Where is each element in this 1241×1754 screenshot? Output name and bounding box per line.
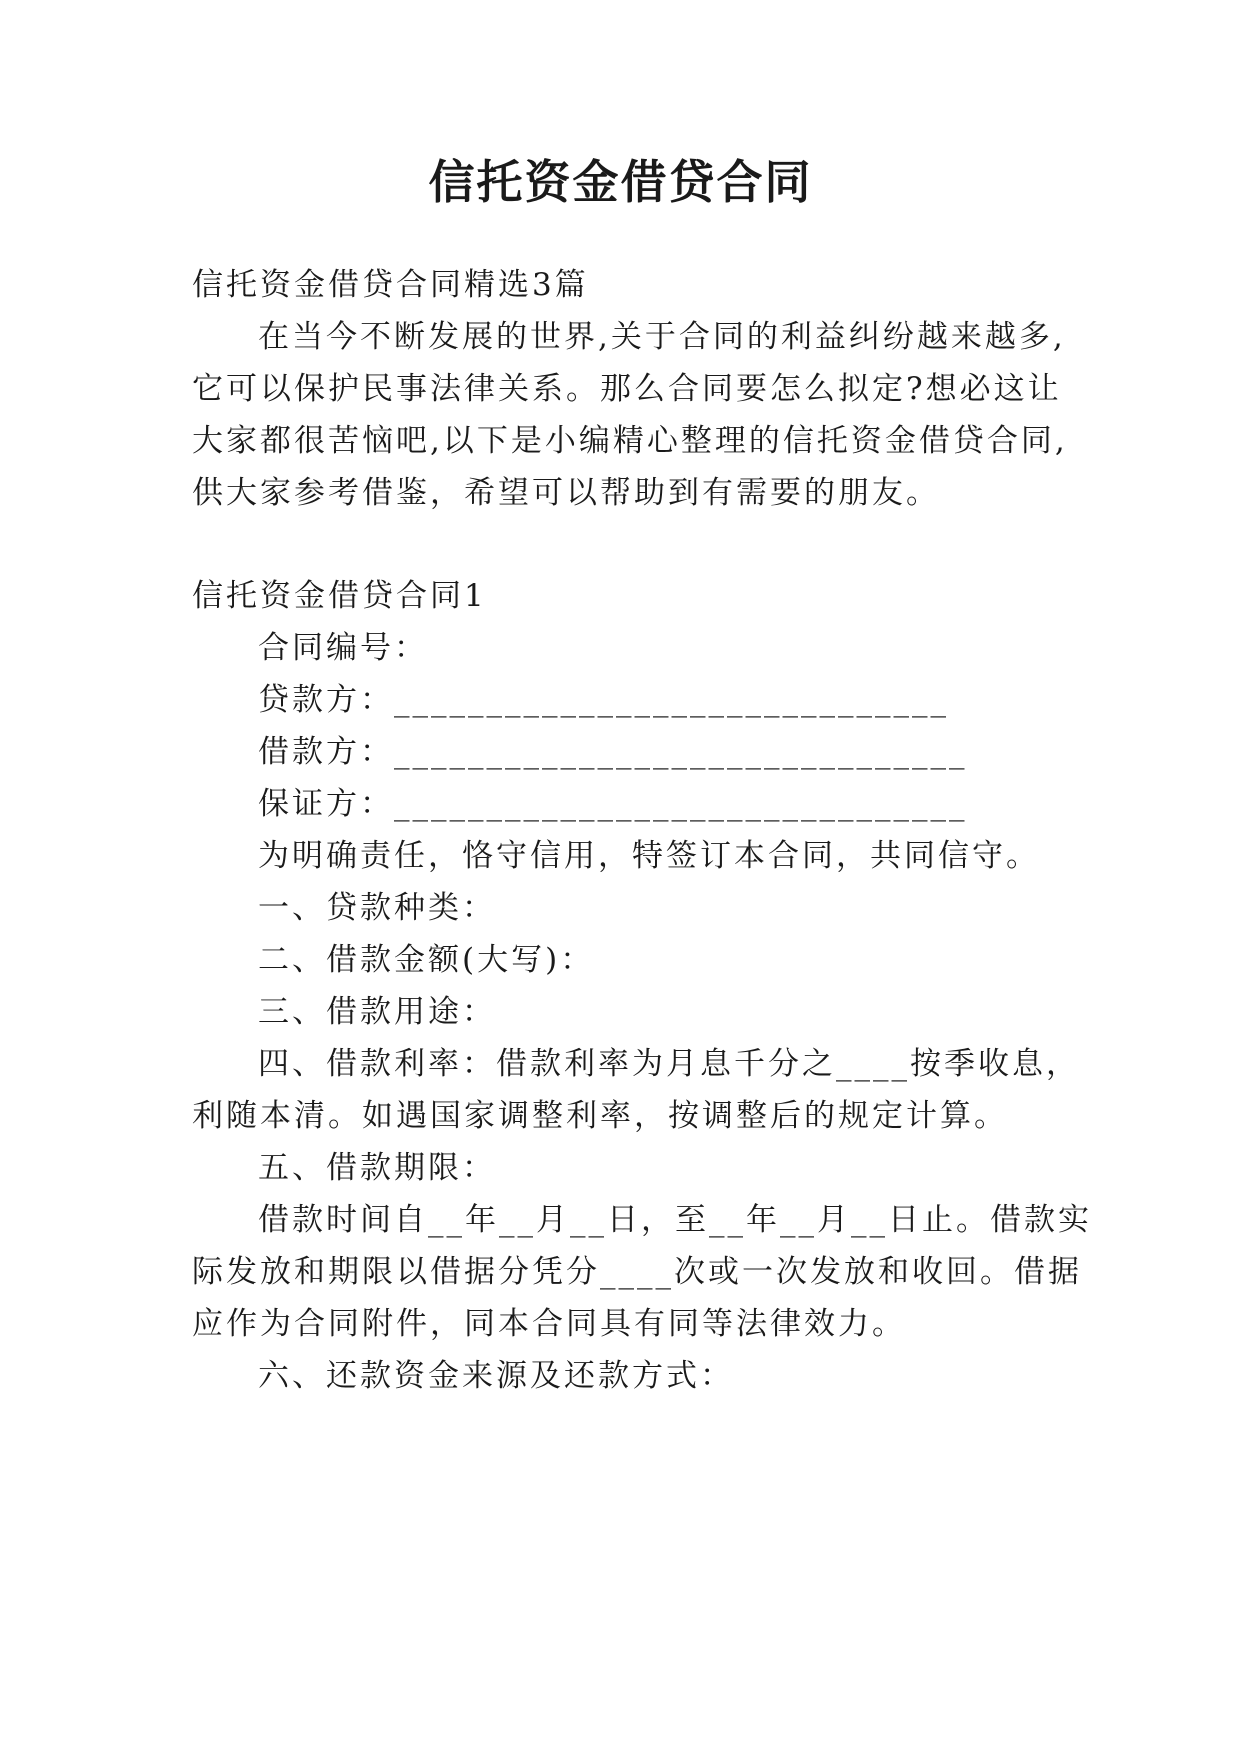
intro-line-2: 它可以保护民事法律关系。那么合同要怎么拟定?想必这让 (192, 371, 1062, 407)
clause-repayment: 六、还款资金来源及还款方式： (258, 1358, 734, 1394)
clause-loan-purpose: 三、借款用途： (258, 994, 496, 1030)
clause-loan-term: 五、借款期限： (258, 1150, 496, 1186)
document-title: 信托资金借贷合同 (428, 155, 813, 209)
contract-number-label: 合同编号： (258, 630, 428, 666)
clause-loan-amount: 二、借款金额(大写)： (258, 942, 595, 978)
clause-interest-line-1: 四、借款利率：借款利率为月息千分之____按季收息， (258, 1046, 1080, 1082)
intro-line-4: 供大家参考借鉴，希望可以帮助到有需要的朋友。 (192, 475, 940, 511)
section-heading: 信托资金借贷合同1 (192, 578, 487, 614)
clause-interest-line-2: 利随本清。如遇国家调整利率，按调整后的规定计算。 (192, 1098, 1008, 1134)
document-subtitle: 信托资金借贷合同精选3篇 (192, 267, 589, 303)
guarantor-field: 保证方：_______________________________ (258, 786, 968, 822)
preamble-text: 为明确责任，恪守信用，特签订本合同，共同信守。 (258, 838, 1040, 874)
clause-term-line-1: 借款时间自__年__月__日，至__年__月__日止。借款实 (258, 1202, 1092, 1238)
lender-field: 贷款方：______________________________ (258, 682, 949, 718)
clause-loan-type: 一、贷款种类： (258, 890, 496, 926)
clause-term-line-2: 际发放和期限以借据分凭分____次或一次发放和收回。借据 (192, 1254, 1082, 1290)
clause-term-line-3: 应作为合同附件，同本合同具有同等法律效力。 (192, 1306, 906, 1342)
borrower-field: 借款方：_______________________________ (258, 734, 968, 770)
intro-line-3: 大家都很苦恼吧,以下是小编精心整理的信托资金借贷合同, (192, 423, 1068, 459)
intro-line-1: 在当今不断发展的世界,关于合同的利益纠纷越来越多, (258, 319, 1066, 355)
